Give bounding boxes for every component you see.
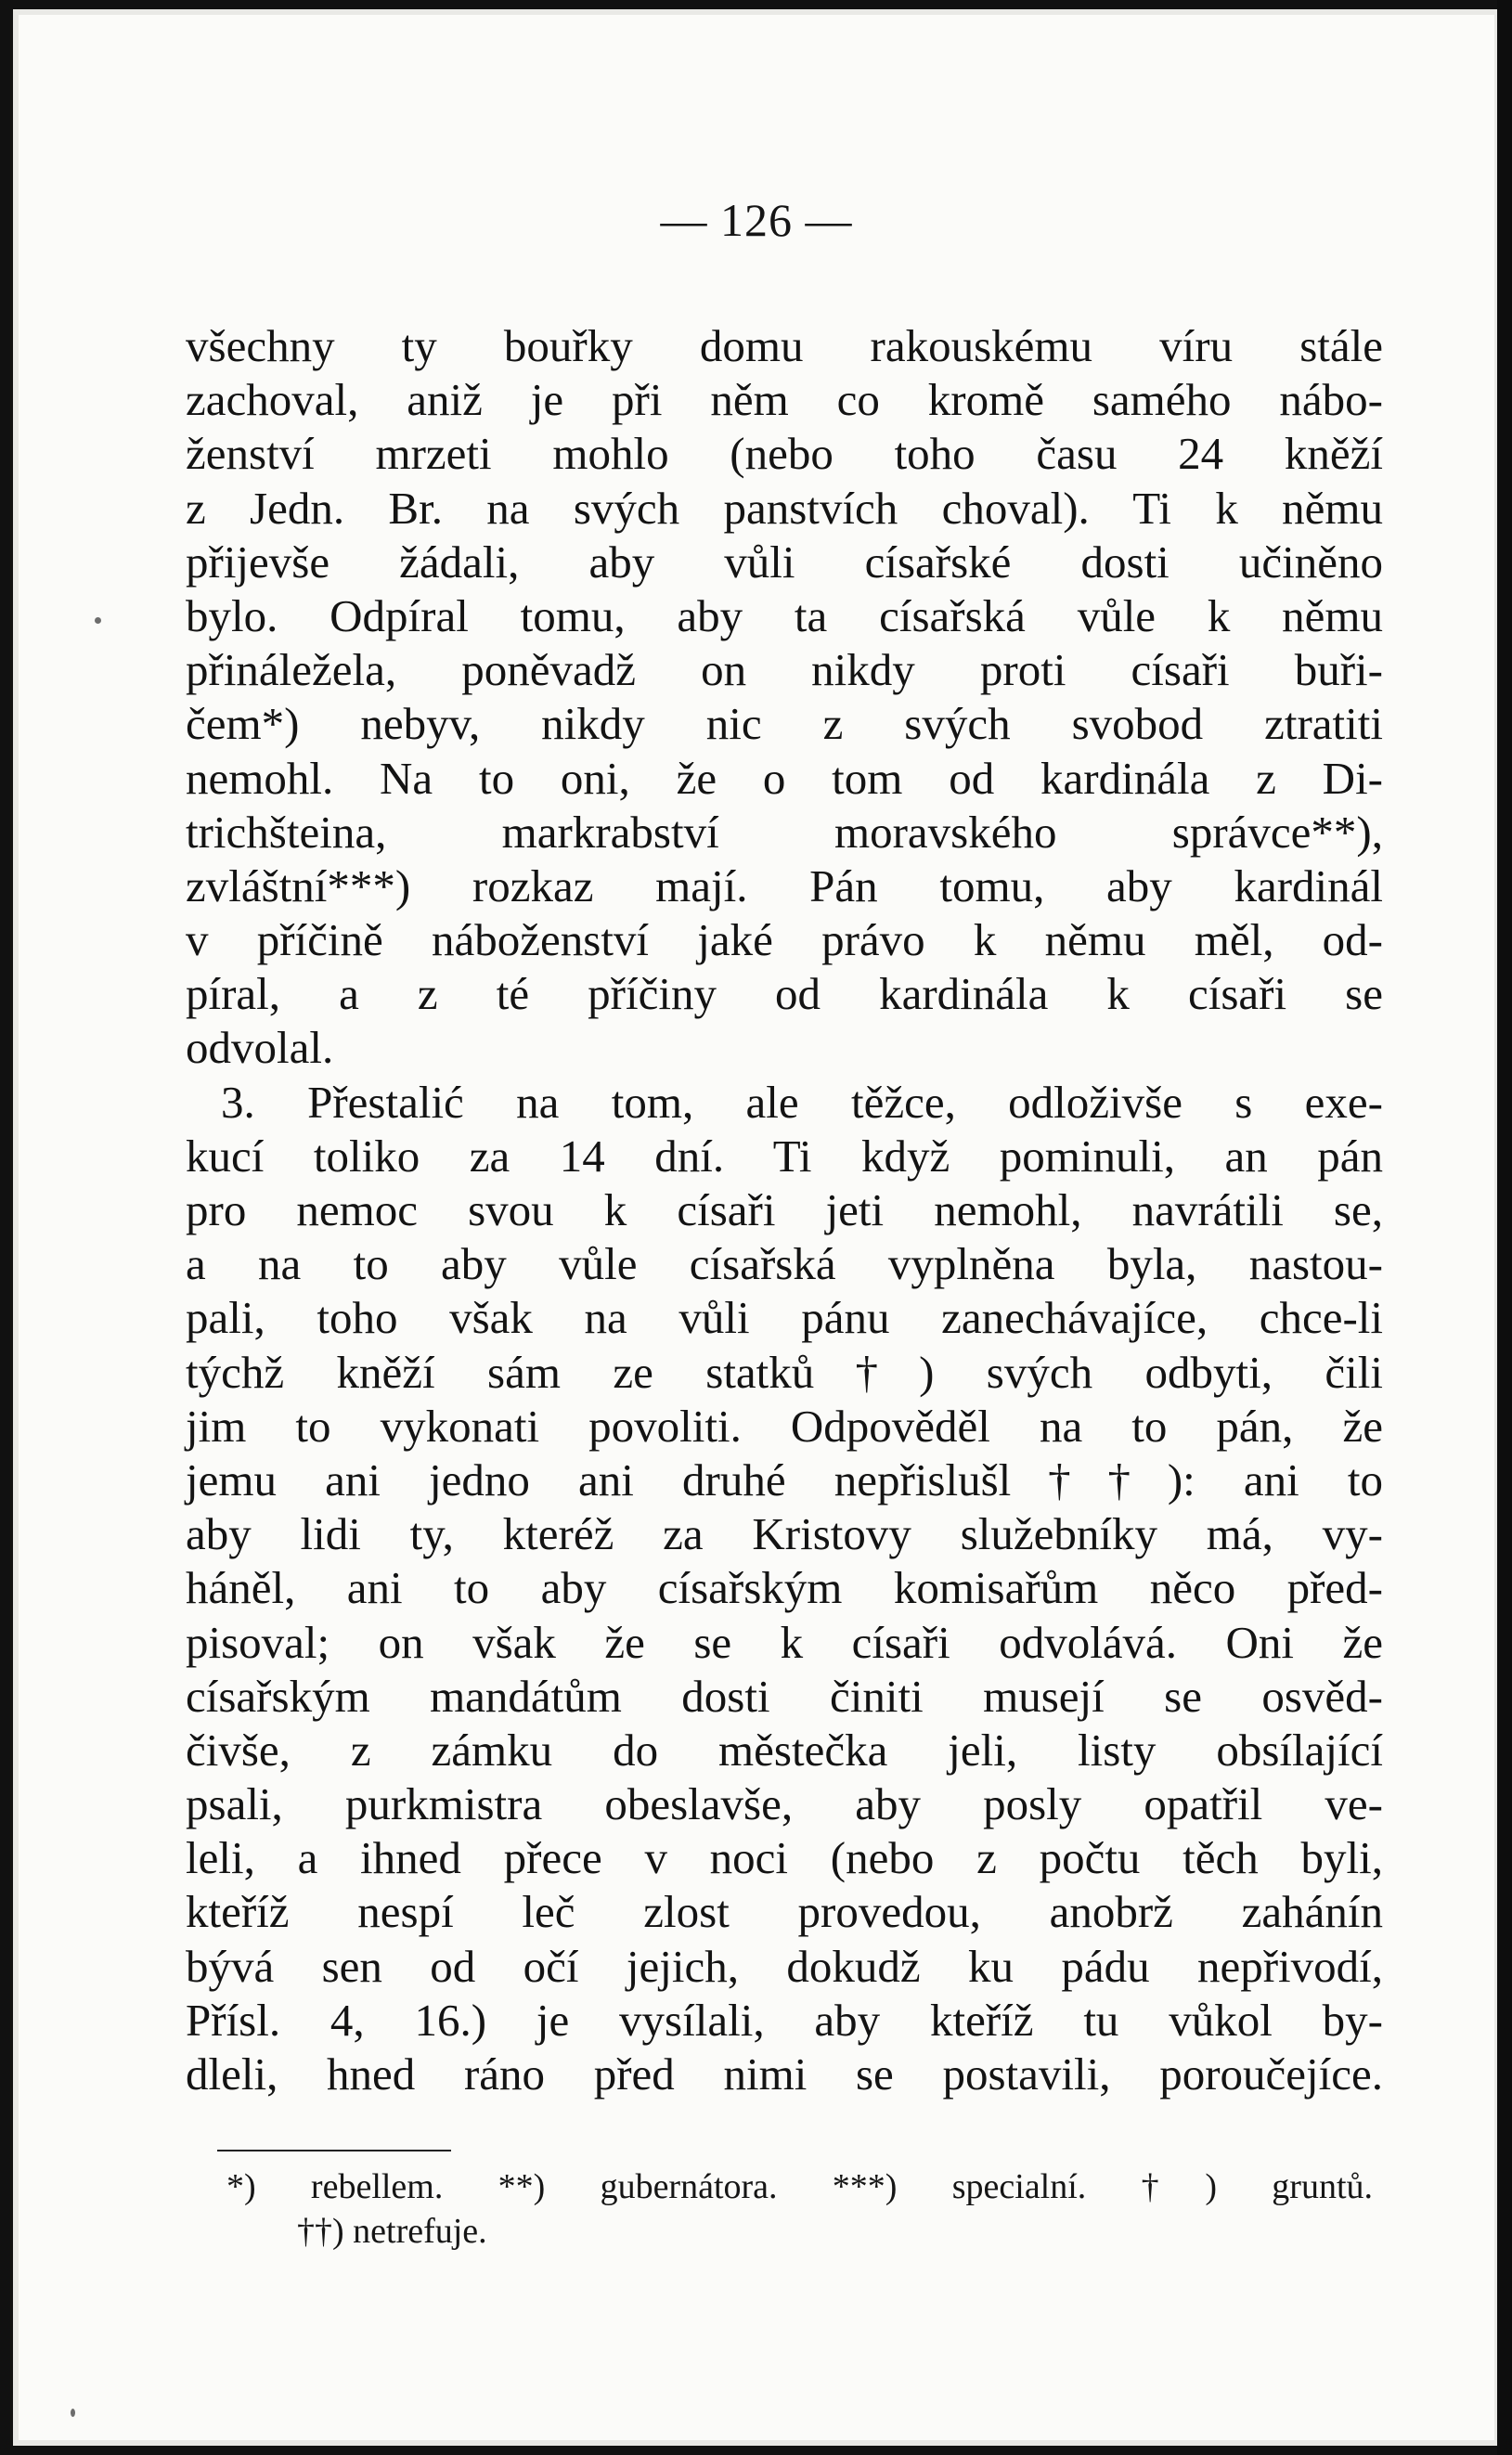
text-line: jemu ani jedno ani druhé nepřislušl††): ani to [186,1454,1383,1505]
scan-border-left [0,0,13,2455]
text-line: přináležela, poněvadž on nikdy proti císaři buři- [186,644,1383,696]
text-line: Přísl. 4, 16.) je vysílali, aby kteříž tu vůkol by- [186,1994,1383,2046]
text-line: nemohl. Na to oni, že o tom od kardinála z Di- [186,752,1383,804]
text-line: dleli, hned ráno před nimi se postavili, poroučejíce. [186,2048,1383,2100]
footnote-line: ††) netrefuje. [297,2212,487,2251]
text-line: 3. Přestalić na tom, ale těžce, odloživše s exe- [221,1076,1383,1128]
text-line: císařským mandátům dosti činiti musejí se osvěd- [186,1670,1383,1722]
text-line: pisoval; on však že se k císaři odvolává. Oni že [186,1616,1383,1668]
text-line: pali, toho však na vůli pánu zanechávajíce, chce-li [186,1292,1383,1344]
text-line: odvolal. [186,1022,334,1074]
text-line: v příčině náboženství jaké právo k němu měl, od- [186,914,1383,966]
footnotes [226,2164,1373,2254]
text-line: zvláštní***) rozkaz mají. Pán tomu, aby kardinál [186,859,1383,911]
text-line: všechny ty bouřky domu rakouskému víru stále [186,320,1383,371]
text-line: kucí toliko za 14 dní. Ti když pominuli, an pán [186,1130,1383,1182]
text-line: a na to aby vůle císařská vyplněna byla, nastou- [186,1238,1383,1290]
scan-border-bottom [0,2446,1512,2455]
footnote-line: *) rebellem. **) gubernátora. ***) specialní. †) gruntů. [226,2167,1373,2206]
main-text [186,319,1383,2101]
text-line: píral, a z té příčiny od kardinála k císaři se [186,968,1383,1020]
text-line: bývá sen od očí jejich, dokudž ku pádu nepřivodí, [186,1940,1383,1992]
text-line: háněl, ani to aby císařským komisařům něco před- [186,1562,1383,1614]
text-line: bylo. Odpíral tomu, aby ta císařská vůle k němu [186,589,1383,641]
text-line: aby lidi ty, kteréž za Kristovy služebníky má, vy- [186,1508,1383,1560]
text-line: pro nemoc svou k císaři jeti nemohl, navrátili se, [186,1184,1383,1235]
text-line: ženství mrzeti mohlo (nebo toho času 24 kněží [186,428,1383,480]
text-line: leli, a ihned přece v noci (nebo z počtu těch byli, [186,1832,1383,1884]
page-number: — 126 — [660,194,853,246]
book-page [13,9,1500,2446]
text-line: z Jedn. Br. na svých panstvích choval). Ti k němu [186,482,1383,534]
ink-speck [95,617,101,624]
text-line: týchž kněží sám ze statků†) svých odbyti, čili [186,1346,1383,1398]
text-line: zachoval, aniž je při něm co kromě samého nábo- [186,374,1383,426]
text-line: přijevše žádali, aby vůli císařské dosti učiněno [186,536,1383,588]
scan-border-top [0,0,1512,9]
text-line: jim to vykonati povoliti. Odpověděl na to pán, že [186,1400,1383,1452]
footnote-divider [217,2150,451,2151]
text-line: kteříž nespí leč zlost provedou, anobrž zahánín [186,1886,1383,1938]
text-line: čivše, z zámku do městečka jeli, listy obsílající [186,1724,1383,1776]
text-line: psali, purkmistra obeslavše, aby posly opatřil ve- [186,1778,1383,1830]
text-line: trichšteina, markrabství moravského správce**), [186,806,1383,858]
text-line: čem*) nebyv, nikdy nic z svých svobod ztratiti [186,698,1383,750]
ink-speck [71,2409,75,2417]
scan-border-right [1497,0,1512,2455]
